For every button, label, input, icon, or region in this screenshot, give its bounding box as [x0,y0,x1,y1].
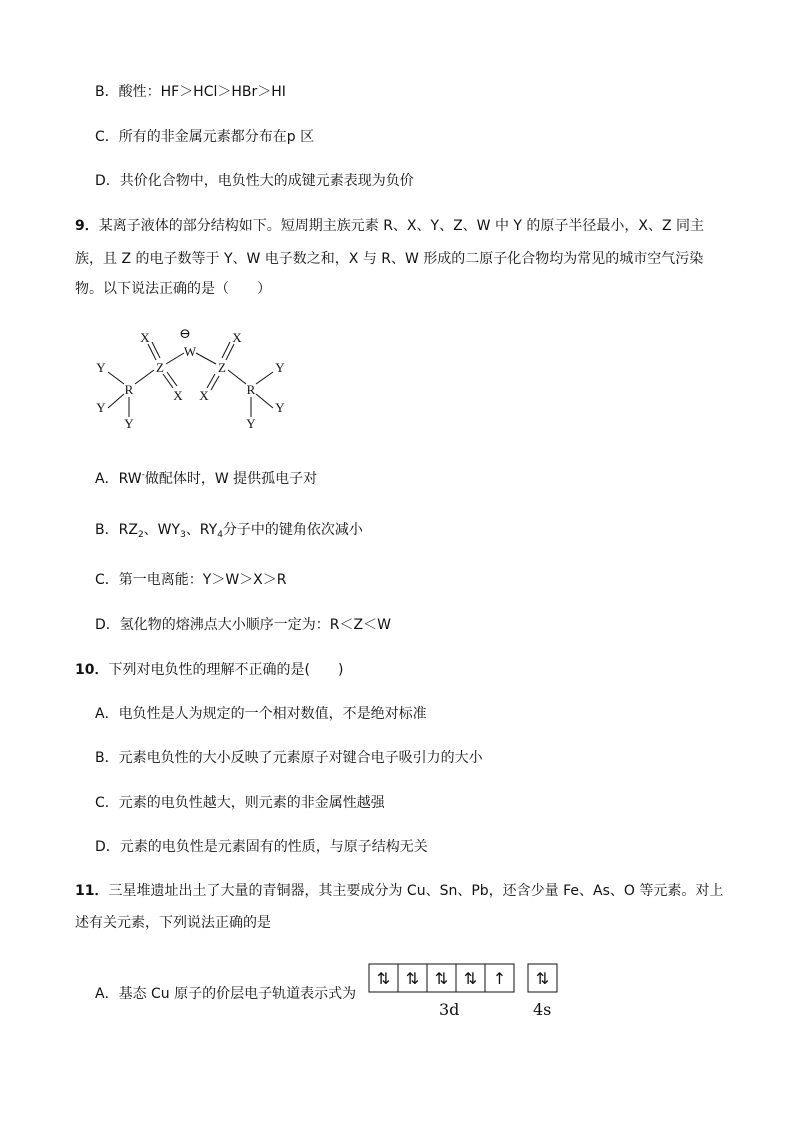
atom-x-left-top: X [140,330,150,345]
d-orbital-5-arrows: ↑ [492,969,507,988]
d-orbital-1-arrows: ⇅ [376,969,391,988]
q10-option-c: C．元素的电负性越大，则元素的非金属性越强 [95,795,385,811]
q11-number: 11． [75,883,109,899]
q10-option-a: A．电负性是人为规定的一个相对数值，不是绝对标准 [95,706,427,722]
atom-y-right-2: Y [275,400,285,415]
q9-option-a [95,465,317,489]
atom-y-left-1: Y [96,360,106,375]
atom-r-left: R [124,382,134,397]
w-charge-symbol: ⊖ [179,327,191,342]
atom-r-right: R [246,382,256,397]
q8-option-d: D．共价化合物中，电负性大的成键元素表现为负价 [95,173,414,189]
d-orbital-2-arrows: ⇅ [405,969,420,988]
atom-x-right-bottom: X [199,388,209,403]
q10-option-b: B．元素电负性的大小反映了元素原子对键合电子吸引力的大小 [95,750,483,766]
q9-option-b-part4: 分子中的键角依次减小 [222,522,363,538]
q10-stem-text: 下列对电负性的理解不正确的是( ) [108,662,344,678]
s-orbital-arrows: ⇅ [535,969,550,988]
atom-y-right-1: Y [275,360,285,375]
d-orbital-4-arrows: ⇅ [463,969,478,988]
q9-option-b [95,520,363,545]
orbital-label-3d: 3d [439,1000,460,1019]
atom-y-left-2: Y [96,400,106,415]
q10-number: 10． [75,662,109,678]
q9-option-b-part3: 、RY [185,522,218,538]
q11-stem-line1 [75,881,723,901]
q11-option-a: A．基态 Cu 原子的价层电子轨道表示式为 [95,986,357,1002]
atom-w: W [183,344,197,359]
q9-option-b-sub1: 2 [137,530,144,540]
q9-stem-text1: 某离子液体的部分结构如下。短周期主族元素 R、X、Y、Z、W 中 Y 的原子半径最小，X、Z 同主 [98,218,705,234]
atom-y-left-3: Y [124,416,134,431]
ionic-liquid-structure-diagram [85,320,305,440]
q9-option-b-sub2: 3 [180,530,186,540]
atom-z-left: Z [156,360,164,375]
q10-option-d: D．元素的电负性是元素固有的性质，与原子结构无关 [95,839,428,855]
q9-option-b-part2: 、WY [143,522,181,538]
q9-stem-line1 [75,216,704,236]
q8-option-b: B．酸性：HF＞HCl＞HBr＞HI [95,84,286,100]
q9-option-c: C．第一电离能：Y＞W＞X＞R [95,572,287,588]
atom-z-right: Z [218,360,226,375]
atom-x-left-bottom: X [173,388,183,403]
orbital-label-4s: 4s [533,1000,552,1019]
q9-number: 9． [75,218,99,234]
q10-stem [75,660,343,680]
atom-y-right-3: Y [246,416,256,431]
q9-option-b-part1: B．RZ [95,522,138,538]
q9-option-a-post: 做配体时，W 提供孤电子对 [144,471,318,487]
q9-option-d: D．氢化物的熔沸点大小顺序一定为：R＜Z＜W [95,617,391,633]
q11-stem-line2: 述有关元素，下列说法正确的是 [75,915,271,931]
q9-stem-line2: 族，且 Z 的电子数等于 Y、W 电子数之和，X 与 R、W 形成的二原子化合物均为常见的城市空气污染 [75,251,704,267]
q9-option-a-pre: A．RW [95,471,142,487]
q9-stem-line3: 物。以下说法正确的是（ ） [75,281,271,297]
q9-option-a-charge: - [141,470,145,480]
atom-x-right-top: X [232,330,242,345]
q9-option-b-sub3: 4 [217,530,223,540]
d-orbital-3-arrows: ⇅ [434,969,449,988]
q11-stem-text1: 三星堆遗址出土了大量的青铜器，其主要成分为 Cu、Sn、Pb，还含少量 Fe、As、O 等元素。对上 [108,883,724,899]
q8-option-c: C．所有的非金属元素都分布在p 区 [95,129,315,145]
